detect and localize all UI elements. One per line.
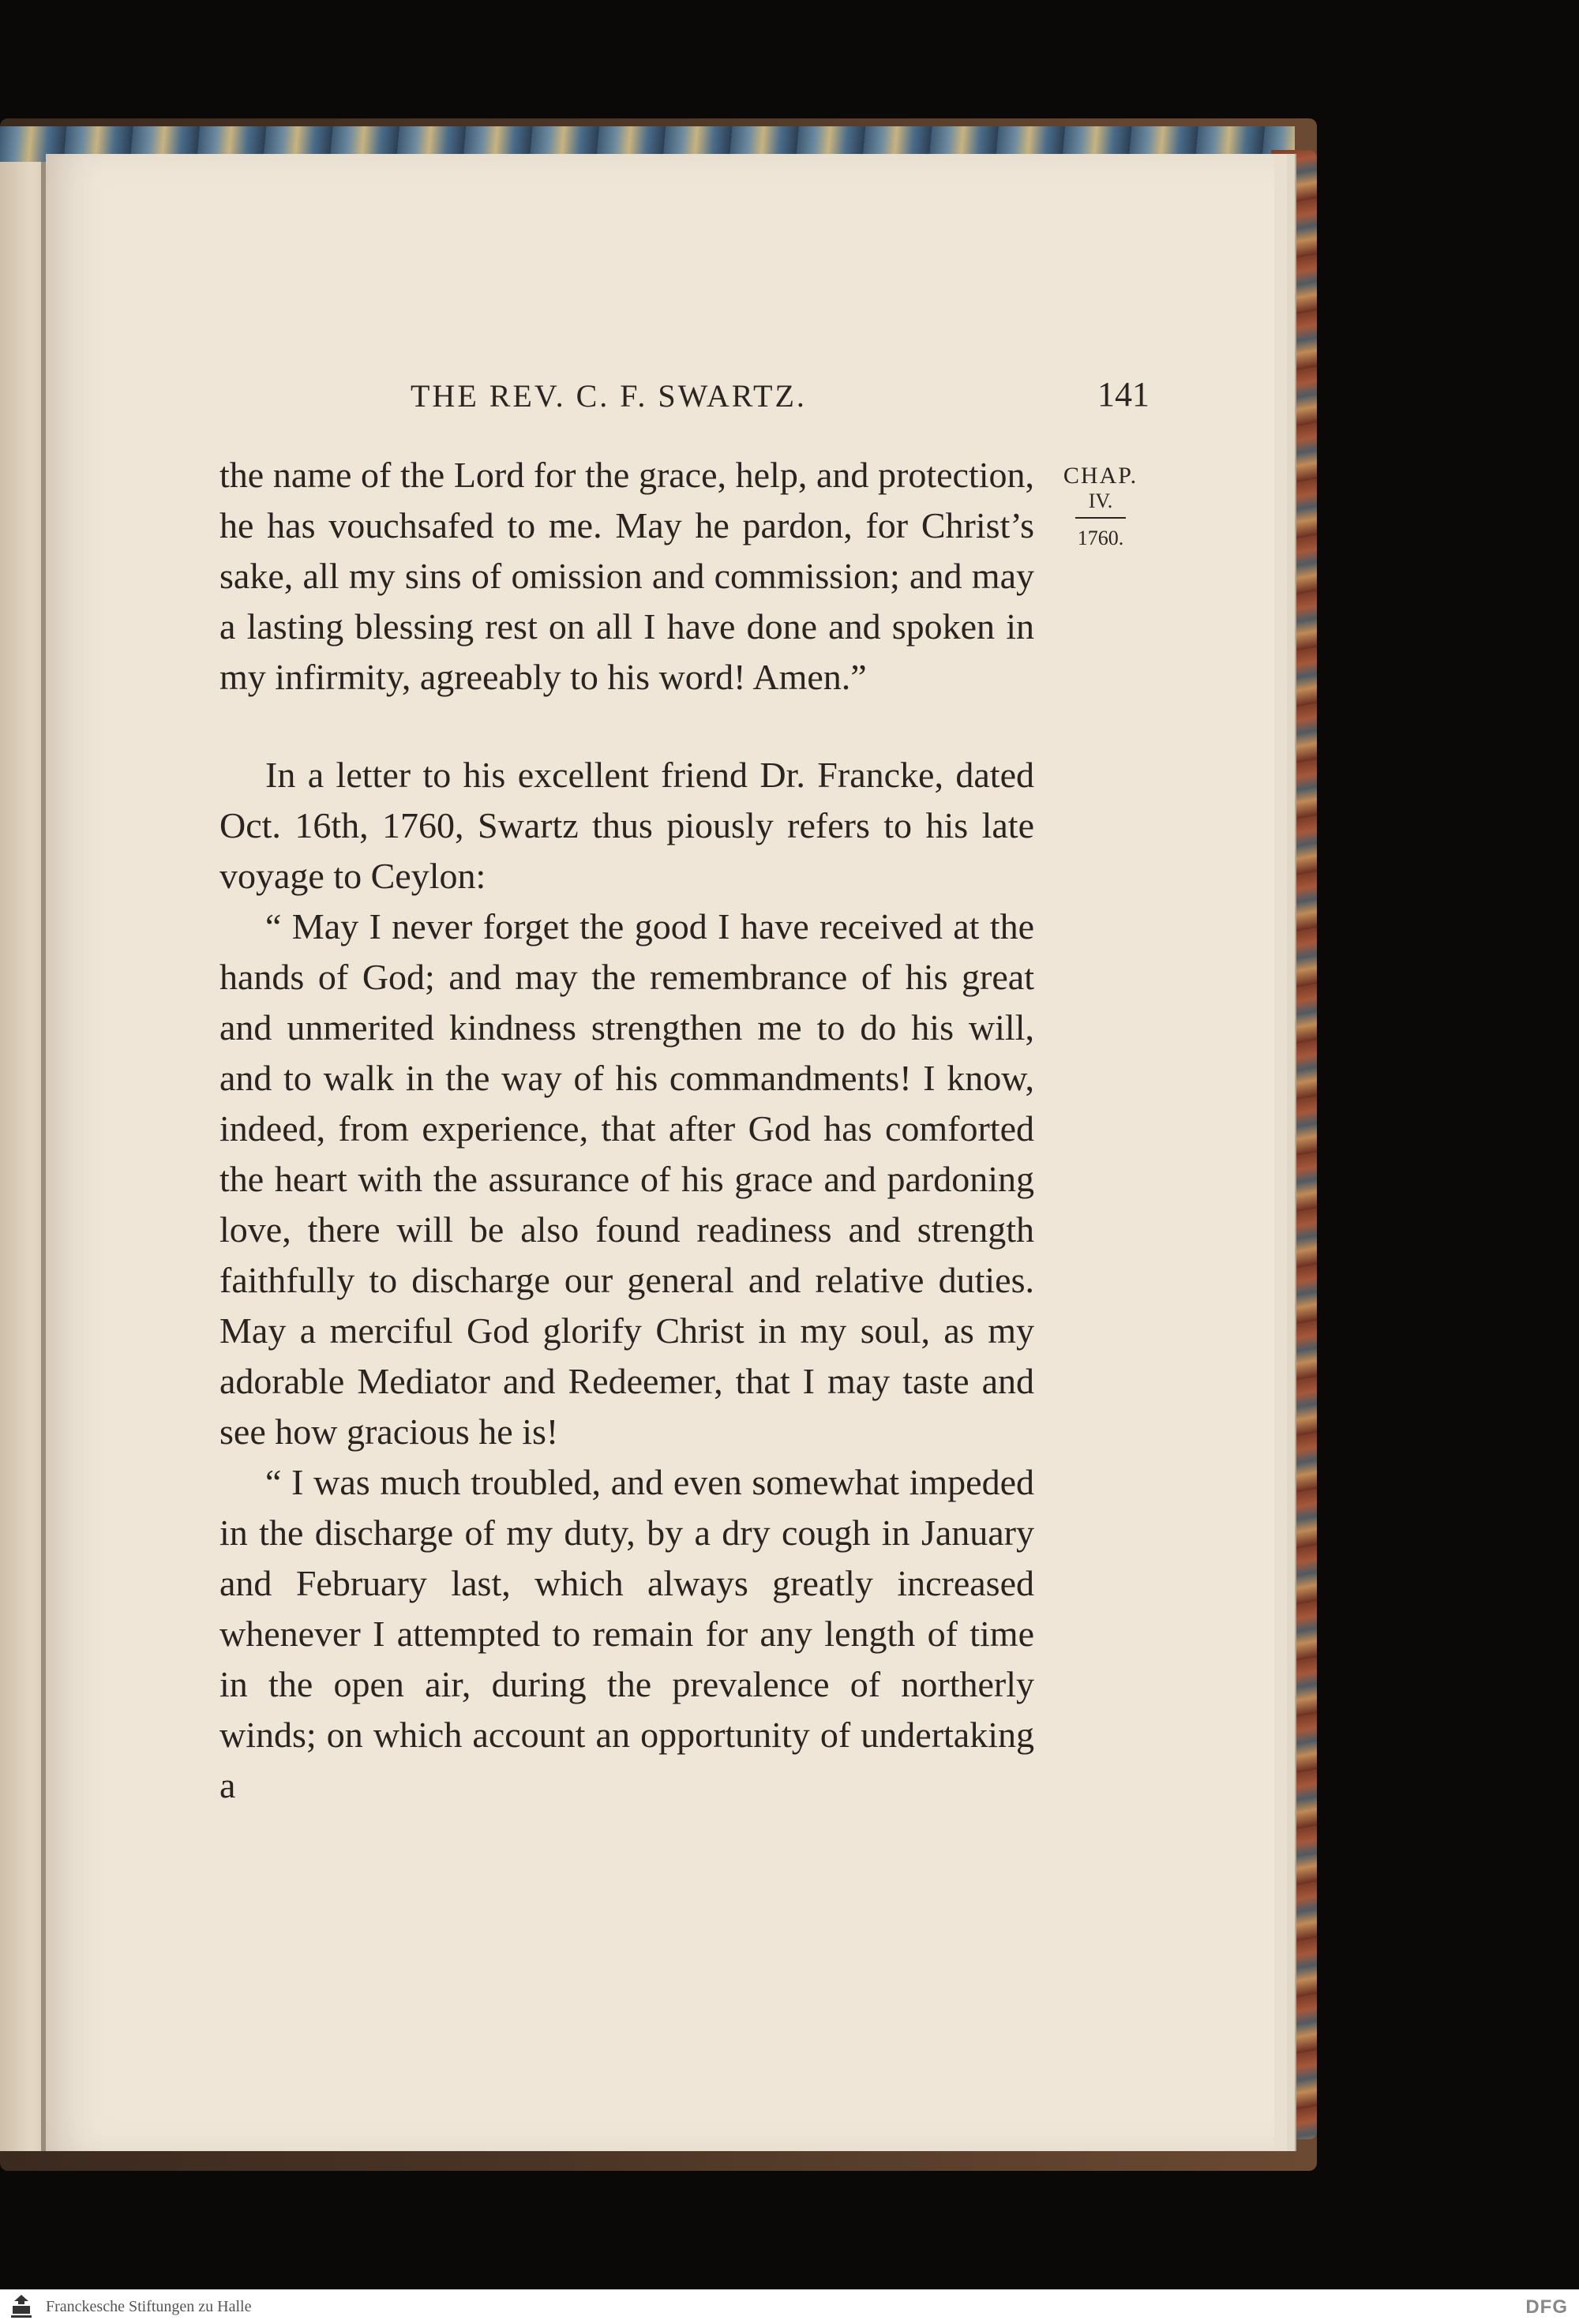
paragraph: the name of the Lord for the grace, help, and protection, he has vouchsafed to me. May he pardon, for Christ’s sake, all my sins of omission and commission; and may a lasting blessing rest on all I have done and spoken in my infirmity, agreeably to his word! Amen.” bbox=[219, 455, 1034, 697]
paragraph: In a letter to his excellent friend Dr. Francke, dated Oct. 16th, 1760, Swartz thus piously refers to his late voyage to Ceylon: bbox=[219, 755, 1034, 896]
page-number: 141 bbox=[1097, 375, 1150, 414]
margin-rule bbox=[1075, 517, 1126, 519]
running-title: THE REV. C. F. SWARTZ. bbox=[411, 378, 807, 414]
institution-logo-icon bbox=[9, 2295, 33, 2320]
viewer-footer bbox=[0, 2289, 1579, 2324]
chapter-label: CHAP. bbox=[1063, 463, 1138, 489]
chapter-number: IV. bbox=[1088, 489, 1113, 512]
margin-year: 1760. bbox=[1077, 527, 1124, 549]
dfg-logo: DFG bbox=[1525, 2296, 1568, 2318]
institution-name: Franckesche Stiftungen zu Halle bbox=[46, 2298, 252, 2315]
margin-note bbox=[1055, 462, 1146, 550]
paragraph: “ May I never forget the good I have received at the hands of God; and may the remembrance of his great and unmerited kindness strengthen me to do his will, and to walk in the way of his commandments! I know, indeed, from experience, that after God has comforted the heart with the assurance of his grace and pardoning love, there will be also found readiness and strength faithfully to discharge our general and relative duties. May a merciful God glorify Christ in my soul, as my adorable Mediator and Redeemer, that I may taste and see how gracious he is! bbox=[219, 906, 1034, 1452]
left-page-edge bbox=[0, 162, 46, 2151]
body-text bbox=[219, 450, 1034, 1811]
paragraph: “ I was much troubled, and even somewhat impeded in the discharge of my duty, by a dry cough in January and February last, which always greatly increased whenever I attempted to remain for any length of time in the open air, during the prevalence of northerly winds; on which account an opportunity of undertaking a bbox=[219, 1462, 1034, 1805]
page-stack-edge bbox=[1287, 154, 1296, 2151]
